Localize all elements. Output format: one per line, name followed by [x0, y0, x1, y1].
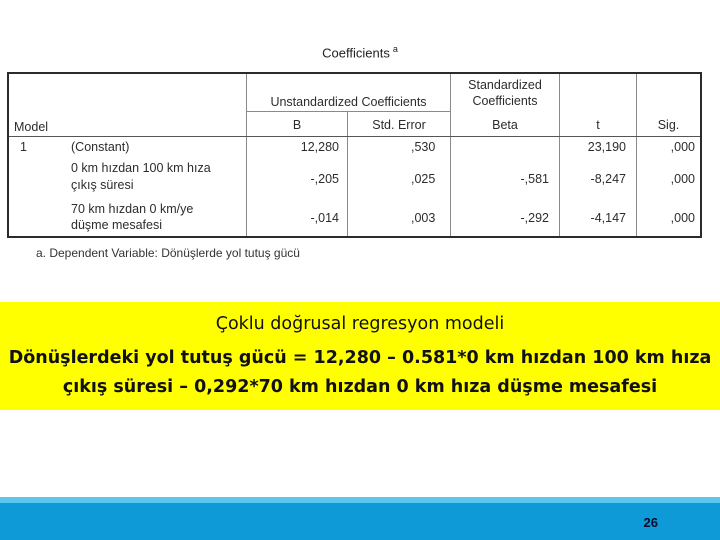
row-label-line1: 0 km hızdan 100 km hıza	[71, 161, 211, 175]
header-standardized-line2: Coefficients	[472, 94, 538, 108]
table-footnote: a. Dependent Variable: Dönüşlerde yol tutuş gücü	[36, 246, 300, 260]
cell-std-error: ,003	[411, 211, 436, 225]
cell-b: -,014	[310, 211, 339, 225]
header-standardized-line1: Standardized	[468, 78, 542, 92]
footer-band	[0, 497, 720, 540]
coefficients-title	[0, 44, 720, 60]
cell-t: -8,247	[590, 172, 626, 186]
cell-beta: -,292	[520, 211, 549, 225]
header-b: B	[292, 118, 302, 132]
header-sig: Sig.	[657, 118, 680, 132]
row-label-line2: düşme mesafesi	[71, 218, 163, 232]
hline-header-bottom	[9, 136, 700, 137]
header-std-error: Std. Error	[372, 118, 426, 132]
cell-b: -,205	[310, 172, 339, 186]
model-number: 1	[20, 140, 27, 154]
header-t: t	[596, 118, 600, 132]
regression-model-heading: Çoklu doğrusal regresyon modeli	[215, 314, 505, 334]
cell-sig: ,000	[670, 140, 695, 154]
row-label-line2: çıkış süresi	[71, 178, 134, 192]
cell-b: 12,280	[300, 140, 339, 154]
footer-highlight-stripe	[0, 497, 720, 503]
cell-beta: -,581	[520, 172, 549, 186]
coefficients-title-superscript: a	[392, 44, 398, 54]
coefficients-title-text: Coefficients	[322, 45, 390, 61]
header-unstandardized: Unstandardized Coefficients	[270, 95, 427, 109]
cell-std-error: ,025	[411, 172, 436, 186]
coefficients-table	[7, 72, 702, 238]
row-label: (Constant)	[71, 140, 130, 154]
page-number: 26	[643, 515, 658, 530]
cell-sig: ,000	[670, 172, 695, 186]
header-model: Model	[14, 120, 49, 134]
regression-equation-line1: Dönüşlerdeki yol tutuş gücü = 12,280 – 0.581*0 km hızdan 100 km hıza	[8, 348, 712, 368]
row-label-line1: 70 km hızdan 0 km/ye	[71, 202, 194, 216]
hline-group-header	[246, 111, 451, 112]
regression-model-box	[0, 302, 720, 410]
cell-sig: ,000	[670, 211, 695, 225]
cell-t: 23,190	[587, 140, 626, 154]
cell-t: -4,147	[590, 211, 626, 225]
header-beta: Beta	[492, 118, 518, 132]
cell-std-error: ,530	[411, 140, 436, 154]
regression-equation-line2: çıkış süresi – 0,292*70 km hızdan 0 km hıza düşme mesafesi	[62, 377, 658, 397]
